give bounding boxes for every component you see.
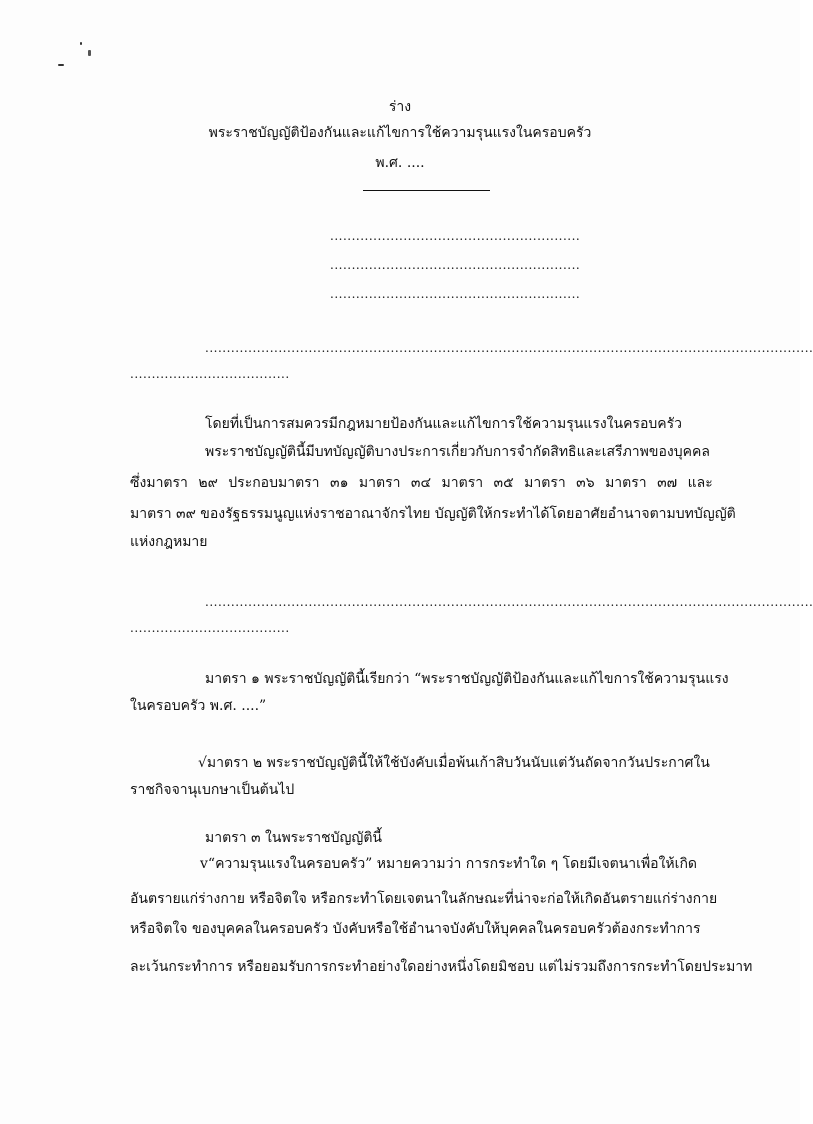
section1-line-2: ในครอบครัว พ.ศ. ....” [130,698,267,714]
section3-line-2: อันตรายแก่ร่างกาย หรือจิตใจ หรือกระทำโดยเจตนาในลักษณะที่น่าจะก่อให้เกิดอันตรายแก่ร่างกาย [130,891,718,907]
enactment-dots-long: ............................................................................................................................................. [205,341,813,355]
enacting-dots-short: ..................................... [130,621,290,635]
section3-line-1: v“ความรุนแรงในครอบครัว” หมายความว่า การกระทำใด ๆ โดยมีเจตนาเพื่อให้เกิด [200,856,698,872]
preamble-line-5: แห่งกฎหมาย [130,534,208,550]
section3-line-3: หรือจิตใจ ของบุคคลในครอบครัว บังคับหรือใช้อำนาจบังคับให้บุคคลในครอบครัวต้องกระทำการ [130,921,701,937]
section3-heading: มาตรา ๓ ในพระราชบัญญัตินี้ [205,830,382,846]
signature-dots-3: .......................................................... [330,287,581,301]
scan-speck [58,64,64,66]
section1-line-1: มาตรา ๑ พระราชบัญญัตินี้เรียกว่า “พระราชบัญญัติป้องกันและแก้ไขการใช้ความรุนแรง [205,671,729,687]
title-divider [363,190,490,191]
page-title: พระราชบัญญัติป้องกันและแก้ไขการใช้ความรุนแรงในครอบครัว [208,125,592,141]
year-label: พ.ศ. .... [375,155,425,171]
enactment-dots-short: ..................................... [130,367,290,381]
enacting-dots-long: ............................................................................................................................................. [205,595,813,609]
preamble-line-4: มาตรา ๓๙ ของรัฐธรรมนูญแห่งราชอาณาจักรไทย บัญญัติให้กระทำได้โดยอาศัยอำนาจตามบทบัญญัติ [130,506,736,522]
section3-line-4: ละเว้นกระทำการ หรือยอมรับการกระทำอย่างใดอย่างหนึ่งโดยมิชอบ แต่ไม่รวมถึงการกระทำโดยประมาท [130,959,753,975]
preamble-line-1: โดยที่เป็นการสมควรมีกฎหมายป้องกันและแก้ไขการใช้ความรุนแรงในครอบครัว [205,416,683,432]
signature-dots-1: .......................................................... [330,229,581,243]
section2-line-2: ราชกิจจานุเบกษาเป็นต้นไป [130,782,295,798]
scan-speck [80,42,82,45]
section2-line-1: √มาตรา ๒ พระราชบัญญัตินี้ให้ใช้บังคับเมื่อพ้นเก้าสิบวันนับแต่วันถัดจากวันประกาศใน [198,755,710,771]
scan-speck [88,50,91,56]
preamble-line-2: พระราชบัญญัตินี้มีบทบัญญัติบางประการเกี่ยวกับการจำกัดสิทธิและเสรีภาพของบุคคล [205,444,710,460]
preamble-line-3: ซึ่งมาตรา ๒๙ ประกอบมาตรา ๓๑ มาตรา ๓๔ มาตรา ๓๕ มาตรา ๓๖ มาตรา ๓๗ และ [130,475,713,491]
signature-dots-2: .......................................................... [330,258,581,272]
draft-label: ร่าง [388,99,412,115]
